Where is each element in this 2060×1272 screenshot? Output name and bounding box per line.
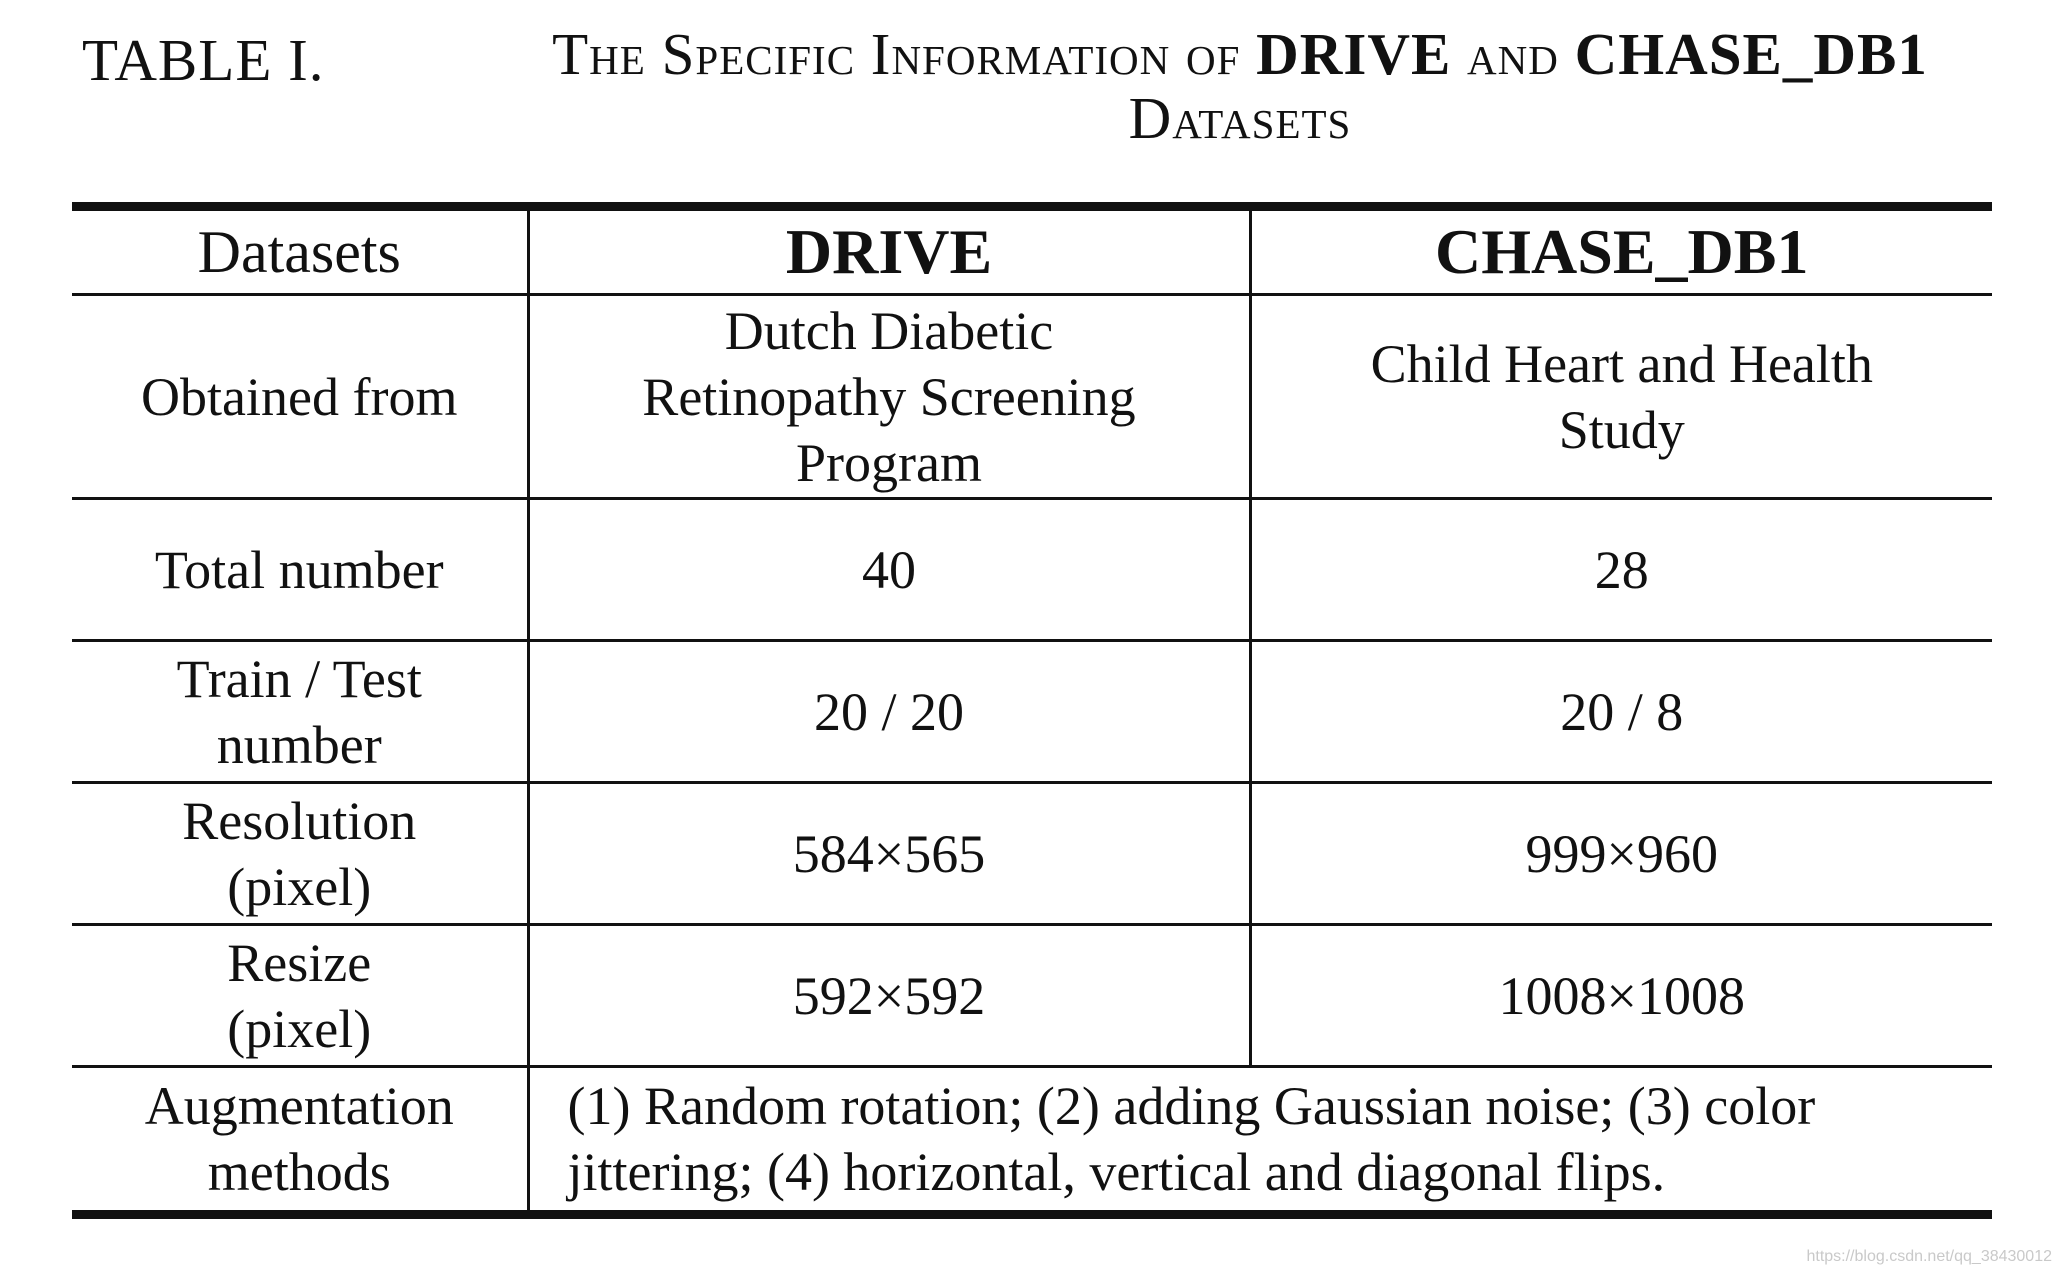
table-row: [72, 783, 1992, 925]
table-row: [72, 499, 1992, 641]
table-row: [72, 295, 1992, 499]
cell-augmentation-methods: (1) Random rotation; (2) adding Gaussian noise; (3) color jittering; (4) horizontal, vertical and diagonal flips.: [528, 1067, 1992, 1215]
cell-text: Child Heart and Health Study: [1370, 333, 1873, 460]
cell-drive-total-number: 40: [528, 499, 1250, 641]
cell-text: Resize (pixel): [227, 932, 372, 1059]
cell-chase-resize: 1008×1008: [1250, 925, 1992, 1067]
table-caption-label: TABLE I.: [82, 27, 325, 93]
table-caption-title: [490, 22, 1990, 150]
cell-drive-resolution: 584×565: [528, 783, 1250, 925]
header-drive: DRIVE: [528, 207, 1250, 295]
table-row: [72, 925, 1992, 1067]
row-label-resize: [72, 925, 528, 1067]
cell-text: Resolution (pixel): [182, 790, 417, 917]
caption-title-chase: CHASE_DB1: [1574, 21, 1928, 87]
cell-chase-train-test: 20 / 8: [1250, 641, 1992, 783]
cell-text: Augmentation methods: [144, 1076, 454, 1202]
row-label-resolution: [72, 783, 528, 925]
dataset-info-table: [72, 202, 1992, 1219]
row-label-total-number: Total number: [72, 499, 528, 641]
header-datasets: Datasets: [72, 207, 528, 295]
cell-chase-resolution: 999×960: [1250, 783, 1992, 925]
cell-drive-train-test: 20 / 20: [528, 641, 1250, 783]
cell-text: Train / Test number: [176, 648, 422, 775]
cell-text: Dutch Diabetic Retinopathy Screening Program: [642, 300, 1136, 493]
table-header-row: [72, 207, 1992, 295]
table-row: [72, 1067, 1992, 1215]
caption-title-text-2: and: [1451, 21, 1575, 87]
cell-drive-resize: 592×592: [528, 925, 1250, 1067]
caption-title-text-1: The Specific Information of: [552, 21, 1257, 87]
watermark: https://blog.csdn.net/qq_38430012: [1806, 1248, 2052, 1265]
row-label-train-test: [72, 641, 528, 783]
table-row: [72, 641, 1992, 783]
cell-chase-total-number: 28: [1250, 499, 1992, 641]
header-chase-db1: CHASE_DB1: [1250, 207, 1992, 295]
caption-title-line2: Datasets: [1128, 85, 1352, 151]
cell-drive-obtained-from: [528, 295, 1250, 499]
row-label-augmentation: [72, 1067, 528, 1215]
row-label-obtained-from: Obtained from: [72, 295, 528, 499]
caption-title-drive: DRIVE: [1256, 21, 1452, 87]
cell-chase-obtained-from: [1250, 295, 1992, 499]
